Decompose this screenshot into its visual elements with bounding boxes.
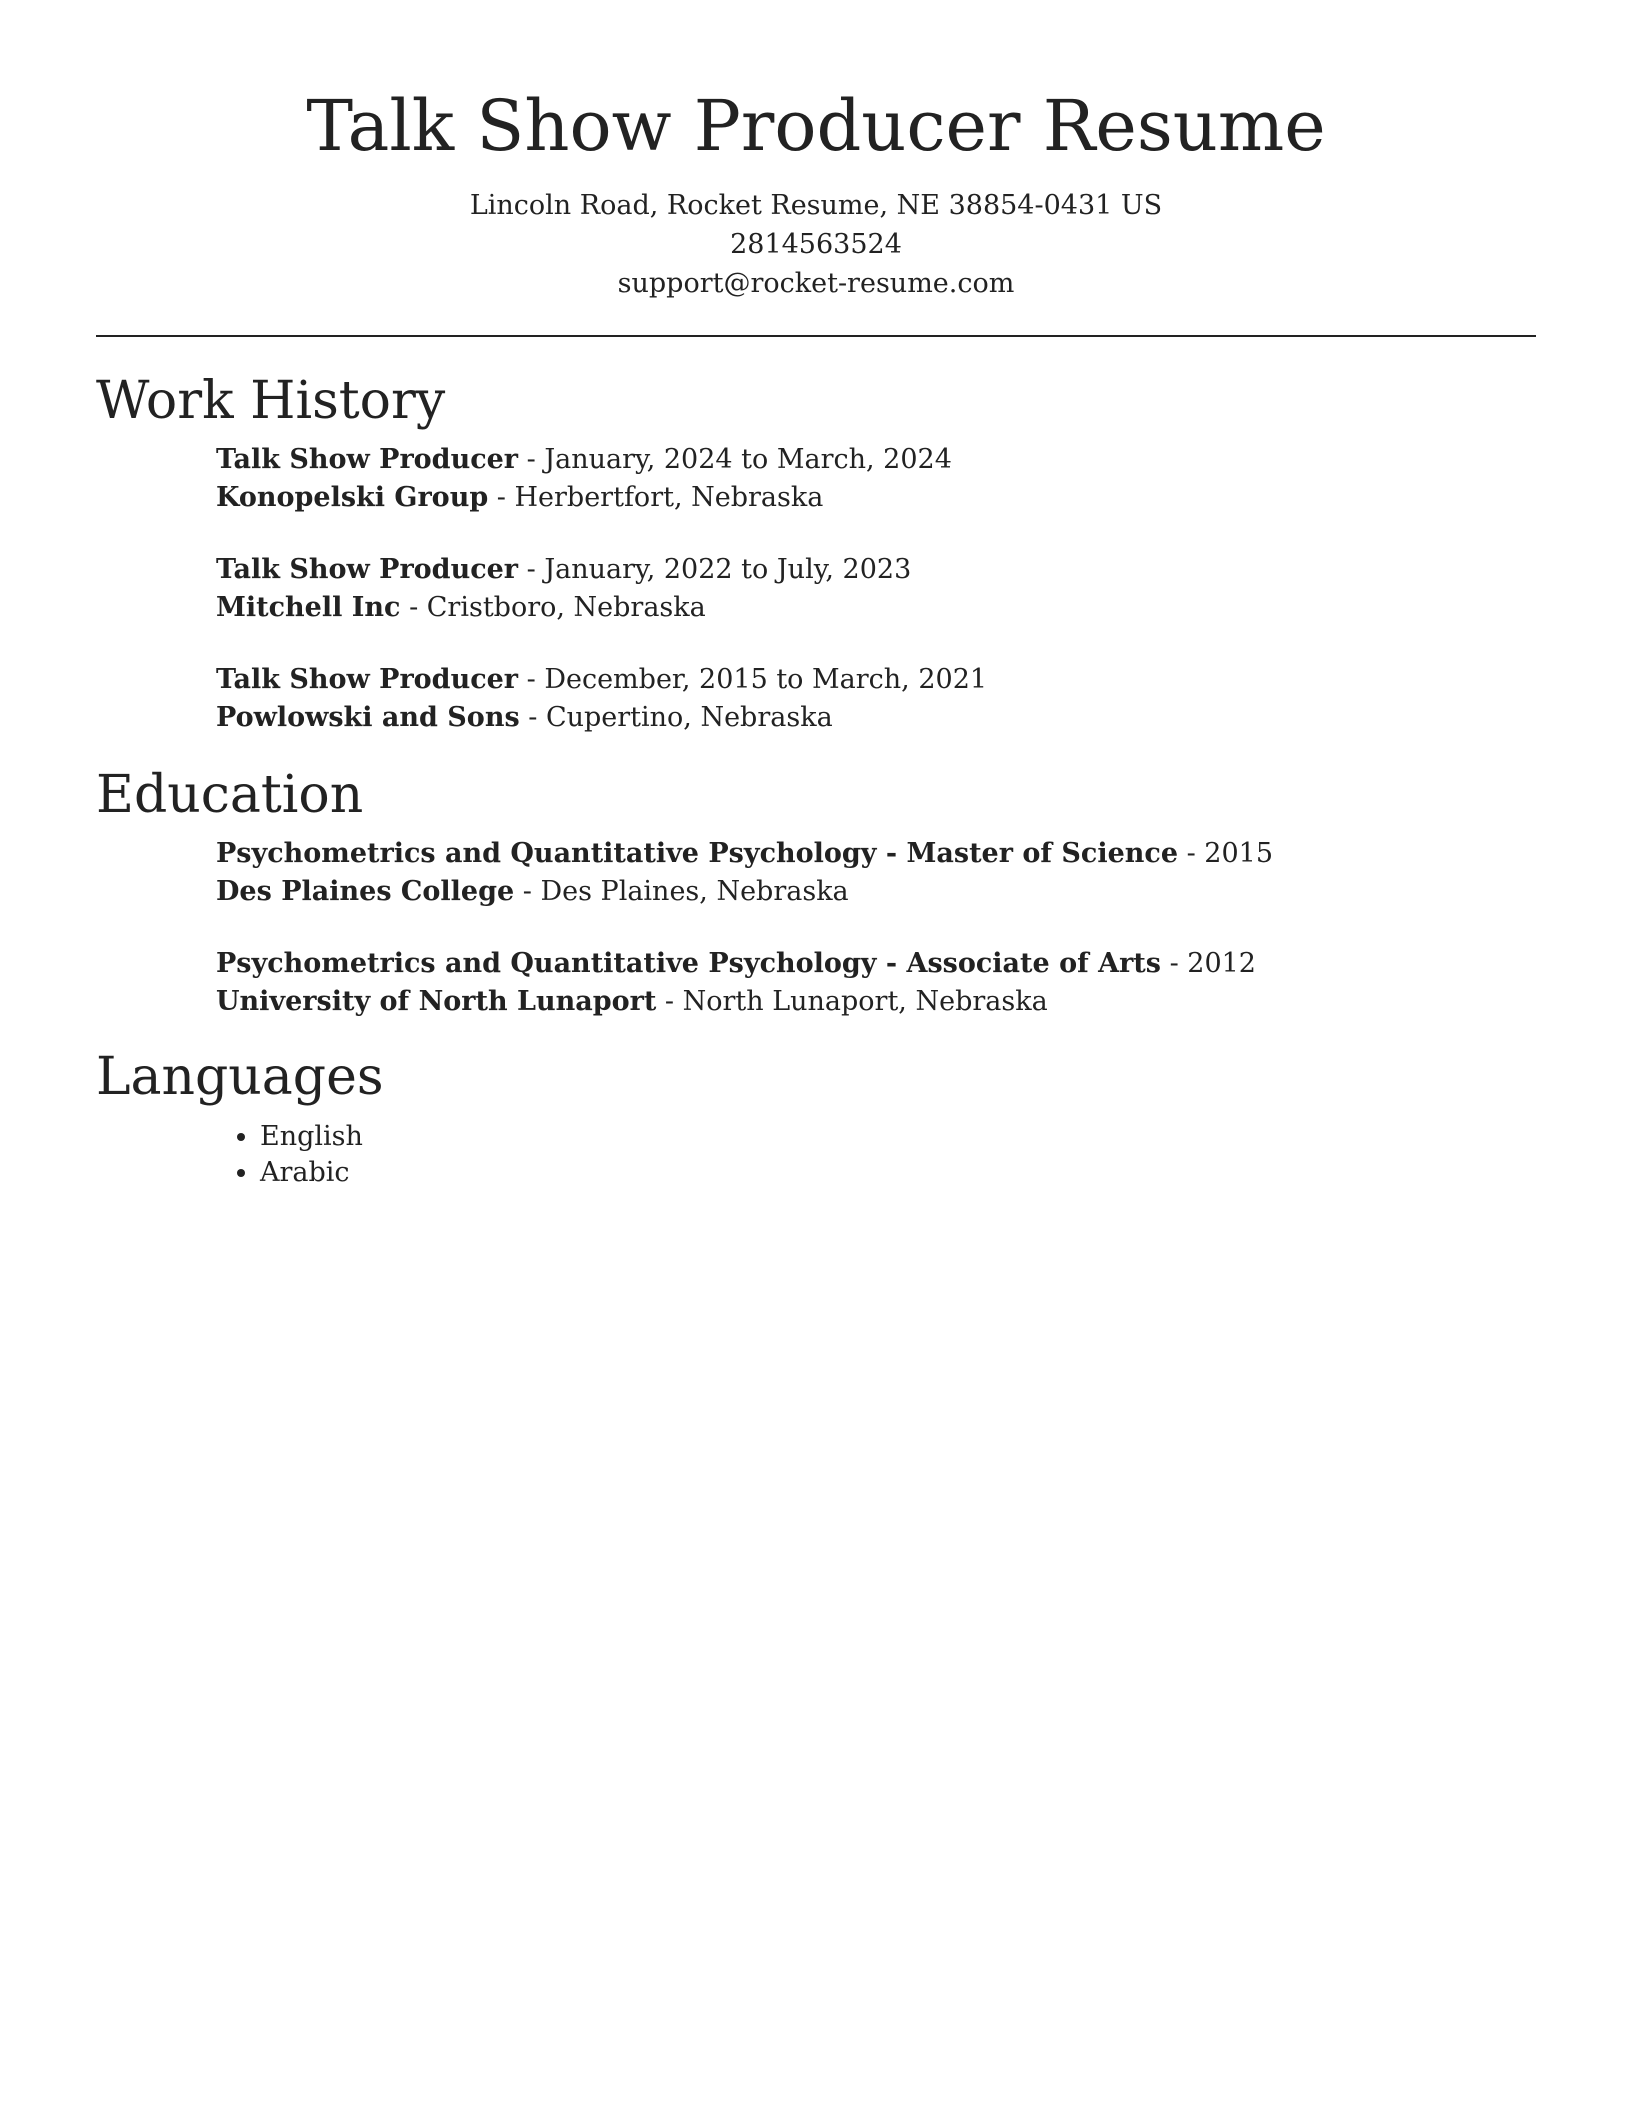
education-list bbox=[96, 835, 1536, 1021]
education-degree: - Associate of Arts bbox=[876, 948, 1161, 979]
work-history-list bbox=[96, 441, 1536, 737]
work-company: Mitchell Inc bbox=[216, 592, 401, 623]
resume-header bbox=[96, 0, 1536, 303]
work-role: Talk Show Producer bbox=[216, 554, 519, 585]
language-item: • English bbox=[260, 1119, 1536, 1155]
work-entry-title-line bbox=[216, 551, 1536, 589]
contact-phone: 2814563524 bbox=[730, 229, 902, 260]
contact-block bbox=[96, 186, 1536, 303]
header-divider bbox=[96, 335, 1536, 337]
work-entry-company-line bbox=[216, 699, 1536, 737]
education-field: Psychometrics and Quantitative Psychology bbox=[216, 948, 877, 979]
work-entry-title-line bbox=[216, 441, 1536, 479]
work-role: Talk Show Producer bbox=[216, 664, 519, 695]
work-company: Powlowski and Sons bbox=[216, 702, 520, 733]
languages-list bbox=[96, 1119, 1536, 1191]
education-heading: Education bbox=[96, 765, 364, 825]
work-history-section bbox=[96, 369, 1536, 737]
education-entry bbox=[216, 835, 1536, 911]
work-location: - Cristboro, Nebraska bbox=[400, 592, 706, 623]
education-school: University of North Lunaport bbox=[216, 986, 657, 1017]
education-entry-title-line bbox=[216, 945, 1536, 983]
work-entry-title-line bbox=[216, 661, 1536, 699]
work-entry bbox=[216, 441, 1536, 517]
education-year: - 2015 bbox=[1178, 838, 1274, 869]
work-entry-company-line bbox=[216, 479, 1536, 517]
work-entry bbox=[216, 551, 1536, 627]
education-school: Des Plaines College bbox=[216, 876, 515, 907]
language-item: • Arabic bbox=[260, 1155, 1536, 1191]
work-dates: - January, 2022 to July, 2023 bbox=[518, 554, 912, 585]
education-section bbox=[96, 763, 1536, 1021]
work-dates: - January, 2024 to March, 2024 bbox=[518, 444, 952, 475]
work-entry bbox=[216, 661, 1536, 737]
education-entry bbox=[216, 945, 1536, 1021]
contact-address: Lincoln Road, Rocket Resume, NE 38854-0431 US bbox=[469, 190, 1163, 221]
education-entry-school-line bbox=[216, 873, 1536, 911]
work-dates: - December, 2015 to March, 2021 bbox=[518, 664, 988, 695]
education-location: - Des Plaines, Nebraska bbox=[514, 876, 849, 907]
page-title: Talk Show Producer Resume bbox=[306, 85, 1326, 167]
work-location: - Herbertfort, Nebraska bbox=[488, 482, 824, 513]
education-degree: - Master of Science bbox=[876, 838, 1179, 869]
work-location: - Cupertino, Nebraska bbox=[519, 702, 833, 733]
contact-email: support@rocket-resume.com bbox=[617, 268, 1015, 299]
work-role: Talk Show Producer bbox=[216, 444, 519, 475]
languages-heading: Languages bbox=[96, 1047, 384, 1107]
education-entry-title-line bbox=[216, 835, 1536, 873]
languages-section bbox=[96, 1045, 1536, 1191]
work-entry-company-line bbox=[216, 589, 1536, 627]
education-year: - 2012 bbox=[1160, 948, 1256, 979]
work-company: Konopelski Group bbox=[216, 482, 489, 513]
education-location: - North Lunaport, Nebraska bbox=[656, 986, 1048, 1017]
education-field: Psychometrics and Quantitative Psychology bbox=[216, 838, 877, 869]
education-entry-school-line bbox=[216, 983, 1536, 1021]
work-history-heading: Work History bbox=[96, 371, 446, 431]
